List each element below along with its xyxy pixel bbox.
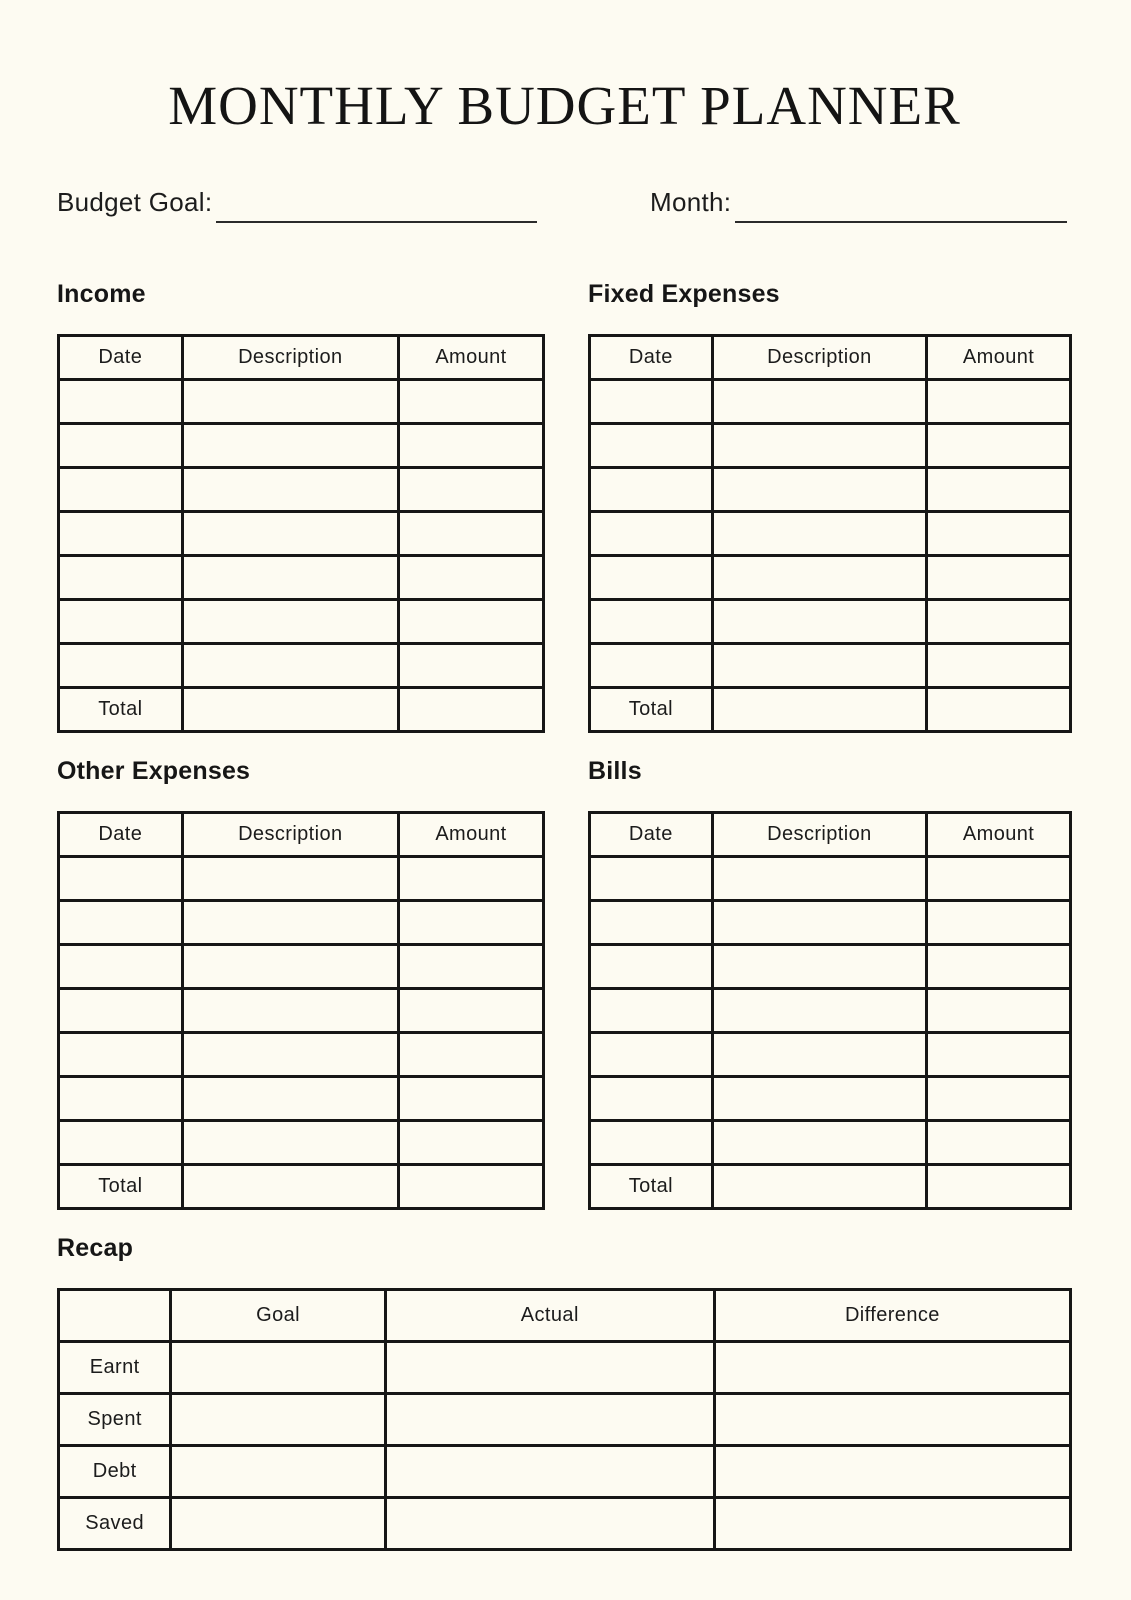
recap-actual-cell[interactable] bbox=[385, 1342, 714, 1394]
empty-row bbox=[59, 556, 544, 600]
empty-cell[interactable] bbox=[59, 1077, 183, 1121]
header-row bbox=[590, 336, 1071, 380]
empty-cell[interactable] bbox=[927, 380, 1071, 424]
total-description-cell[interactable] bbox=[182, 688, 398, 732]
empty-row bbox=[590, 380, 1071, 424]
empty-cell[interactable] bbox=[182, 901, 398, 945]
empty-cell[interactable] bbox=[590, 1033, 713, 1077]
empty-cell[interactable] bbox=[398, 901, 543, 945]
empty-row bbox=[590, 424, 1071, 468]
empty-cell[interactable] bbox=[590, 1077, 713, 1121]
recap-difference-cell[interactable] bbox=[714, 1394, 1070, 1446]
recap-heading: Recap bbox=[57, 1234, 134, 1263]
recap-actual-cell[interactable] bbox=[385, 1394, 714, 1446]
description-column-header: Description bbox=[182, 336, 398, 380]
empty-cell[interactable] bbox=[398, 644, 543, 688]
recap-difference-cell[interactable] bbox=[714, 1342, 1070, 1394]
empty-cell[interactable] bbox=[927, 468, 1071, 512]
total-description-cell[interactable] bbox=[712, 1165, 927, 1209]
empty-row bbox=[590, 512, 1071, 556]
recap-corner-cell bbox=[59, 1290, 171, 1342]
recap-difference-column-header: Difference bbox=[714, 1290, 1070, 1342]
amount-column-header: Amount bbox=[398, 336, 543, 380]
month-field bbox=[650, 187, 1067, 218]
empty-row bbox=[590, 556, 1071, 600]
empty-cell[interactable] bbox=[59, 901, 183, 945]
empty-cell[interactable] bbox=[59, 1121, 183, 1165]
empty-row bbox=[590, 1077, 1071, 1121]
empty-cell[interactable] bbox=[590, 556, 713, 600]
empty-cell[interactable] bbox=[59, 857, 183, 901]
bills-heading: Bills bbox=[588, 757, 642, 786]
date-column-header: Date bbox=[590, 336, 713, 380]
empty-cell[interactable] bbox=[59, 644, 183, 688]
empty-cell[interactable] bbox=[590, 989, 713, 1033]
header-row bbox=[59, 336, 544, 380]
description-column-header: Description bbox=[712, 813, 927, 857]
empty-cell[interactable] bbox=[59, 380, 183, 424]
recap-actual-cell[interactable] bbox=[385, 1498, 714, 1550]
total-description-cell[interactable] bbox=[712, 688, 927, 732]
recap-table bbox=[57, 1288, 1072, 1551]
total-amount-cell[interactable] bbox=[927, 1165, 1071, 1209]
empty-cell[interactable] bbox=[398, 424, 543, 468]
empty-cell[interactable] bbox=[712, 600, 927, 644]
recap-goal-cell[interactable] bbox=[171, 1342, 386, 1394]
empty-cell[interactable] bbox=[712, 989, 927, 1033]
budget-goal-label: Budget Goal: bbox=[57, 187, 213, 217]
bills-section bbox=[588, 757, 1072, 1210]
empty-cell[interactable] bbox=[712, 512, 927, 556]
empty-cell[interactable] bbox=[182, 380, 398, 424]
empty-cell[interactable] bbox=[590, 901, 713, 945]
empty-row bbox=[59, 1121, 544, 1165]
empty-cell[interactable] bbox=[59, 600, 183, 644]
empty-cell[interactable] bbox=[927, 989, 1071, 1033]
empty-row bbox=[590, 857, 1071, 901]
empty-row bbox=[590, 468, 1071, 512]
empty-row bbox=[59, 644, 544, 688]
other-expenses-heading: Other Expenses bbox=[57, 757, 251, 786]
empty-cell[interactable] bbox=[712, 556, 927, 600]
budget-goal-field bbox=[57, 187, 537, 218]
empty-cell[interactable] bbox=[712, 380, 927, 424]
recap-goal-cell[interactable] bbox=[171, 1446, 386, 1498]
empty-cell[interactable] bbox=[712, 1077, 927, 1121]
description-column-header: Description bbox=[712, 336, 927, 380]
empty-cell[interactable] bbox=[182, 1033, 398, 1077]
empty-cell[interactable] bbox=[59, 424, 183, 468]
empty-row bbox=[590, 644, 1071, 688]
empty-cell[interactable] bbox=[182, 989, 398, 1033]
recap-actual-column-header: Actual bbox=[385, 1290, 714, 1342]
other-expenses-table bbox=[57, 811, 545, 1210]
tables-grid bbox=[57, 280, 1072, 1210]
empty-row bbox=[59, 1077, 544, 1121]
empty-cell[interactable] bbox=[712, 644, 927, 688]
empty-cell[interactable] bbox=[398, 1077, 543, 1121]
empty-cell[interactable] bbox=[398, 380, 543, 424]
empty-row bbox=[59, 600, 544, 644]
empty-cell[interactable] bbox=[59, 556, 183, 600]
recap-goal-cell[interactable] bbox=[171, 1394, 386, 1446]
total-label-cell: Total bbox=[59, 1165, 183, 1209]
empty-cell[interactable] bbox=[398, 600, 543, 644]
empty-cell[interactable] bbox=[398, 945, 543, 989]
empty-cell[interactable] bbox=[590, 644, 713, 688]
recap-row-label: Earnt bbox=[59, 1342, 171, 1394]
recap-row-label: Spent bbox=[59, 1394, 171, 1446]
empty-cell[interactable] bbox=[590, 945, 713, 989]
empty-cell[interactable] bbox=[927, 1121, 1071, 1165]
other-expenses-section bbox=[57, 757, 545, 1210]
empty-row bbox=[59, 989, 544, 1033]
amount-column-header: Amount bbox=[398, 813, 543, 857]
income-heading: Income bbox=[57, 280, 146, 309]
fixed-expenses-section bbox=[588, 280, 1072, 733]
empty-cell[interactable] bbox=[59, 945, 183, 989]
empty-cell[interactable] bbox=[590, 600, 713, 644]
page-title: MONTHLY BUDGET PLANNER bbox=[168, 75, 961, 136]
empty-row bbox=[590, 901, 1071, 945]
empty-row bbox=[590, 989, 1071, 1033]
fixed-expenses-table bbox=[588, 334, 1072, 733]
recap-row-earnt bbox=[59, 1342, 1071, 1394]
empty-cell[interactable] bbox=[712, 901, 927, 945]
empty-cell[interactable] bbox=[182, 1077, 398, 1121]
month-fill-line[interactable] bbox=[735, 219, 1067, 223]
total-row bbox=[59, 688, 544, 732]
date-column-header: Date bbox=[59, 813, 183, 857]
empty-cell[interactable] bbox=[590, 468, 713, 512]
empty-row bbox=[590, 1033, 1071, 1077]
header-fields bbox=[57, 187, 1072, 218]
empty-cell[interactable] bbox=[398, 1121, 543, 1165]
total-label-cell: Total bbox=[590, 1165, 713, 1209]
empty-cell[interactable] bbox=[590, 1121, 713, 1165]
empty-cell[interactable] bbox=[712, 424, 927, 468]
income-table bbox=[57, 334, 545, 733]
empty-cell[interactable] bbox=[927, 600, 1071, 644]
amount-column-header: Amount bbox=[927, 336, 1071, 380]
empty-cell[interactable] bbox=[590, 857, 713, 901]
total-amount-cell[interactable] bbox=[927, 688, 1071, 732]
header-row bbox=[590, 813, 1071, 857]
empty-cell[interactable] bbox=[59, 512, 183, 556]
empty-cell[interactable] bbox=[182, 1121, 398, 1165]
empty-cell[interactable] bbox=[590, 512, 713, 556]
empty-row bbox=[59, 857, 544, 901]
empty-row bbox=[59, 512, 544, 556]
total-description-cell[interactable] bbox=[182, 1165, 398, 1209]
total-amount-cell[interactable] bbox=[398, 1165, 543, 1209]
empty-cell[interactable] bbox=[590, 380, 713, 424]
empty-cell[interactable] bbox=[182, 512, 398, 556]
empty-cell[interactable] bbox=[712, 945, 927, 989]
empty-cell[interactable] bbox=[182, 556, 398, 600]
empty-row bbox=[59, 424, 544, 468]
total-label-cell: Total bbox=[590, 688, 713, 732]
header-row bbox=[59, 813, 544, 857]
empty-cell[interactable] bbox=[398, 857, 543, 901]
recap-goal-cell[interactable] bbox=[171, 1498, 386, 1550]
fixed-expenses-heading: Fixed Expenses bbox=[588, 280, 780, 309]
total-row bbox=[590, 688, 1071, 732]
empty-cell[interactable] bbox=[398, 556, 543, 600]
empty-cell[interactable] bbox=[59, 1033, 183, 1077]
empty-cell[interactable] bbox=[927, 424, 1071, 468]
total-amount-cell[interactable] bbox=[398, 688, 543, 732]
bills-table bbox=[588, 811, 1072, 1210]
total-row bbox=[59, 1165, 544, 1209]
income-section bbox=[57, 280, 545, 733]
empty-cell[interactable] bbox=[927, 945, 1071, 989]
date-column-header: Date bbox=[59, 336, 183, 380]
empty-cell[interactable] bbox=[398, 1033, 543, 1077]
recap-section bbox=[57, 1234, 1072, 1551]
recap-row-saved bbox=[59, 1498, 1071, 1550]
empty-cell[interactable] bbox=[927, 1077, 1071, 1121]
month-label: Month: bbox=[650, 187, 732, 217]
empty-cell[interactable] bbox=[398, 512, 543, 556]
empty-cell[interactable] bbox=[182, 945, 398, 989]
description-column-header: Description bbox=[182, 813, 398, 857]
amount-column-header: Amount bbox=[927, 813, 1071, 857]
date-column-header: Date bbox=[590, 813, 713, 857]
budget-goal-fill-line[interactable] bbox=[216, 219, 537, 223]
recap-row-spent bbox=[59, 1394, 1071, 1446]
empty-cell[interactable] bbox=[398, 989, 543, 1033]
empty-row bbox=[59, 1033, 544, 1077]
recap-row-label: Saved bbox=[59, 1498, 171, 1550]
recap-row-label: Debt bbox=[59, 1446, 171, 1498]
empty-cell[interactable] bbox=[182, 468, 398, 512]
empty-cell[interactable] bbox=[590, 424, 713, 468]
empty-cell[interactable] bbox=[59, 468, 183, 512]
empty-cell[interactable] bbox=[712, 857, 927, 901]
empty-cell[interactable] bbox=[712, 1121, 927, 1165]
empty-cell[interactable] bbox=[182, 424, 398, 468]
empty-cell[interactable] bbox=[712, 1033, 927, 1077]
recap-header-row bbox=[59, 1290, 1071, 1342]
empty-cell[interactable] bbox=[927, 512, 1071, 556]
empty-row bbox=[590, 945, 1071, 989]
empty-cell[interactable] bbox=[182, 644, 398, 688]
empty-cell[interactable] bbox=[927, 556, 1071, 600]
recap-row-debt bbox=[59, 1446, 1071, 1498]
recap-difference-cell[interactable] bbox=[714, 1498, 1070, 1550]
total-row bbox=[590, 1165, 1071, 1209]
empty-cell[interactable] bbox=[927, 901, 1071, 945]
empty-cell[interactable] bbox=[59, 989, 183, 1033]
empty-row bbox=[59, 901, 544, 945]
empty-cell[interactable] bbox=[182, 857, 398, 901]
empty-row bbox=[59, 945, 544, 989]
empty-cell[interactable] bbox=[398, 468, 543, 512]
empty-cell[interactable] bbox=[712, 468, 927, 512]
total-label-cell: Total bbox=[59, 688, 183, 732]
empty-row bbox=[590, 1121, 1071, 1165]
empty-cell[interactable] bbox=[927, 644, 1071, 688]
empty-row bbox=[590, 600, 1071, 644]
empty-row bbox=[59, 380, 544, 424]
empty-row bbox=[59, 468, 544, 512]
recap-difference-cell[interactable] bbox=[714, 1446, 1070, 1498]
empty-cell[interactable] bbox=[182, 600, 398, 644]
empty-cell[interactable] bbox=[927, 1033, 1071, 1077]
recap-goal-column-header: Goal bbox=[171, 1290, 386, 1342]
empty-cell[interactable] bbox=[927, 857, 1071, 901]
recap-actual-cell[interactable] bbox=[385, 1446, 714, 1498]
